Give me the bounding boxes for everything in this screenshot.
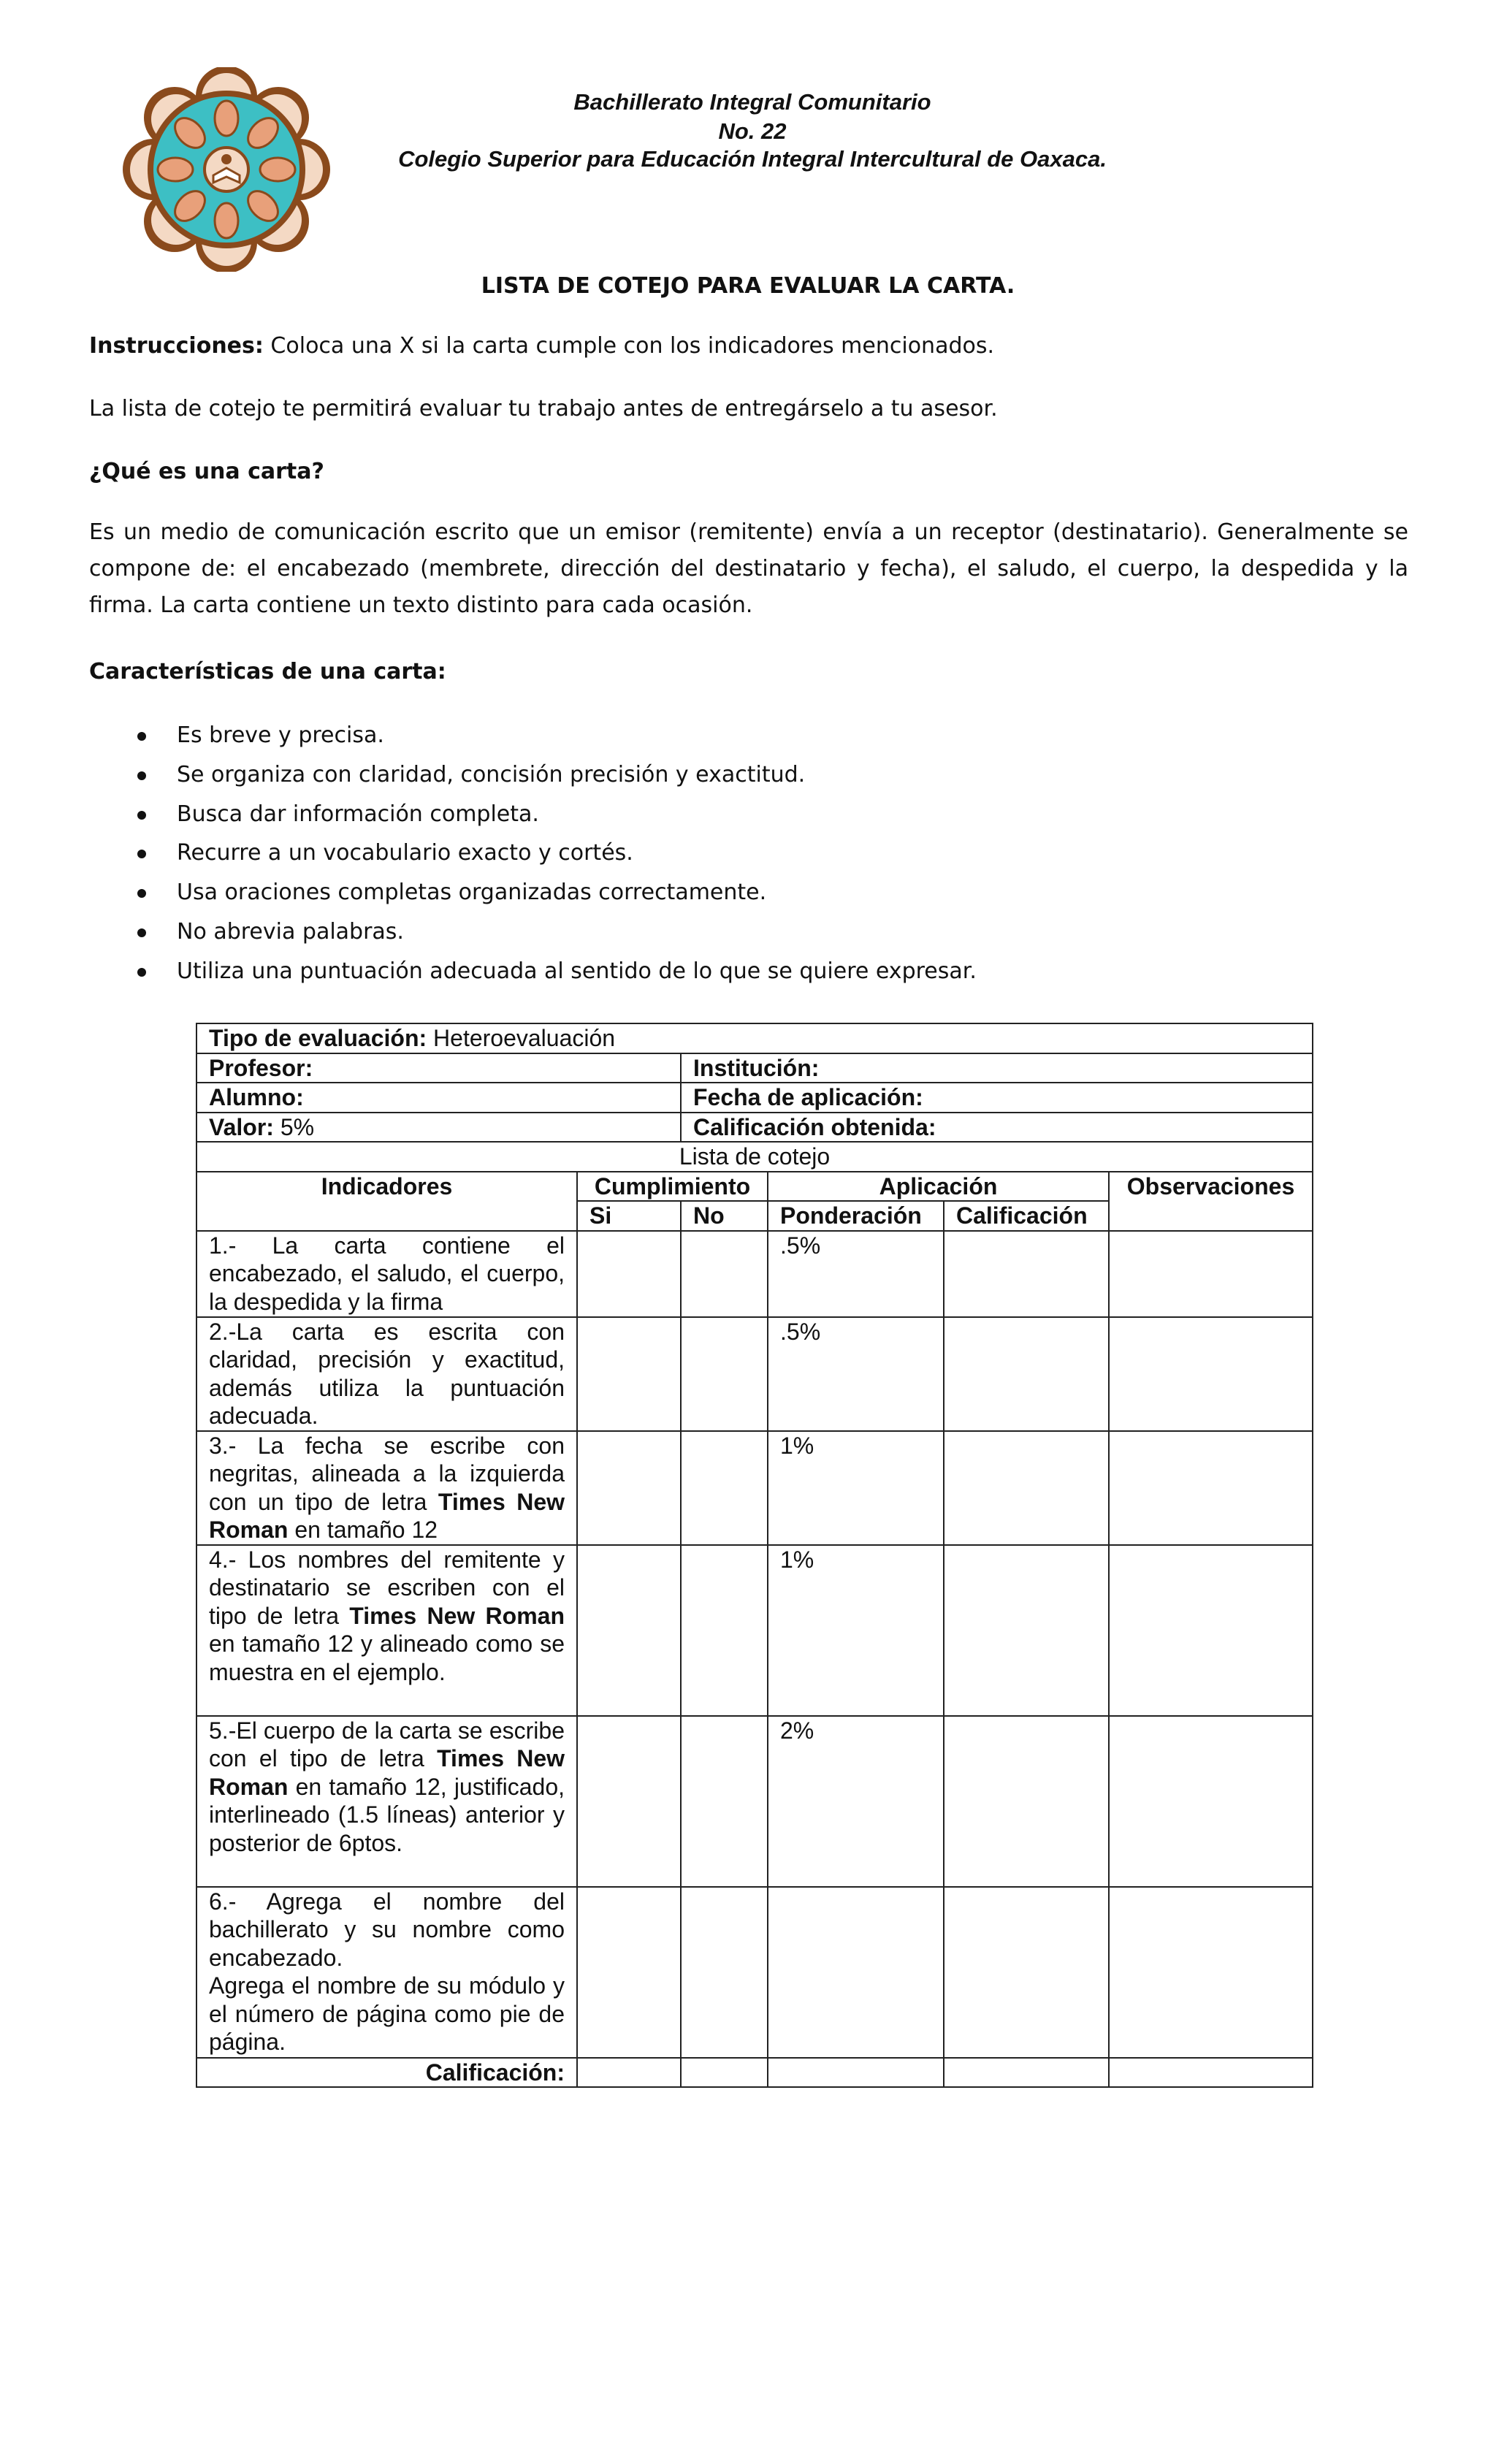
features-list bbox=[131, 716, 1373, 991]
calificacion-cell[interactable] bbox=[944, 1887, 1109, 2058]
indicator-text: 6.- Agrega el nombre del bachillerato y su nombre como encabezado. bbox=[209, 1888, 565, 1971]
indicator-cell bbox=[196, 1716, 577, 1887]
footer-calificacion-label: Calificación: bbox=[196, 2058, 577, 2088]
indicator-cell bbox=[196, 1231, 577, 1317]
list-item: No abrevia palabras. bbox=[131, 912, 1373, 952]
definition-paragraph: Es un medio de comunicación escrito que un emisor (remitente) envía a un receptor (destinatario). Generalmente se compone de: el encabezado (membrete, dirección del destinatario y fecha), el saludo, el cuerpo, la despedida y la firma. La carta contiene un texto distinto para cada ocasión. bbox=[89, 519, 1408, 618]
observaciones-cell[interactable] bbox=[1109, 1431, 1313, 1545]
list-item: Usa oraciones completas organizadas correctamente. bbox=[131, 873, 1373, 912]
lista-cotejo-cell: Lista de cotejo bbox=[196, 1142, 1313, 1172]
no-cell[interactable] bbox=[681, 1317, 768, 1431]
col-aplicacion: Aplicación bbox=[768, 1172, 1109, 1202]
ponderacion-cell bbox=[768, 1887, 944, 2058]
institucion-cell: Institución: bbox=[681, 1053, 1313, 1083]
indicator-text: 5.-El cuerpo de la carta se escribe con el tipo de letra bbox=[209, 1717, 565, 1771]
si-cell[interactable] bbox=[577, 1716, 681, 1887]
school-name: Bachillerato Integral Comunitario bbox=[573, 89, 931, 115]
font-name-text: Times New Roman bbox=[209, 1745, 565, 1800]
valor-label: Valor: bbox=[209, 1113, 274, 1140]
no-cell[interactable] bbox=[681, 1716, 768, 1887]
list-item: Busca dar información completa. bbox=[131, 795, 1373, 834]
ponderacion-cell: .5% bbox=[768, 1317, 944, 1431]
no-cell[interactable] bbox=[681, 1431, 768, 1545]
col-indicadores: Indicadores bbox=[196, 1172, 577, 1231]
no-cell[interactable] bbox=[681, 1545, 768, 1716]
table-row bbox=[196, 1023, 1313, 1053]
intro-paragraph: La lista de cotejo te permitirá evaluar tu trabajo antes de entregárselo a tu asesor. bbox=[89, 396, 998, 422]
footer-ponderacion-cell[interactable] bbox=[768, 2058, 944, 2088]
col-observaciones: Observaciones bbox=[1109, 1172, 1313, 1231]
indicator-cell bbox=[196, 1887, 577, 2058]
si-cell[interactable] bbox=[577, 1545, 681, 1716]
observaciones-cell[interactable] bbox=[1109, 1716, 1313, 1887]
instructions-paragraph bbox=[89, 327, 1408, 365]
indicator-text: 3.- La fecha se escribe con negritas, alineada a la izquierda con un tipo de letra bbox=[209, 1432, 565, 1515]
si-cell[interactable] bbox=[577, 1887, 681, 2058]
calificacion-cell[interactable] bbox=[944, 1231, 1109, 1317]
indicator-text-end: en tamaño 12 bbox=[288, 1517, 438, 1543]
valor-value: 5% bbox=[273, 1113, 315, 1140]
document-title: LISTA DE COTEJO PARA EVALUAR LA CARTA. bbox=[481, 273, 1015, 299]
evaluation-table bbox=[196, 1023, 1313, 2088]
alumno-cell: Alumno: bbox=[196, 1083, 681, 1113]
si-cell[interactable] bbox=[577, 1431, 681, 1545]
instructions-label: Instrucciones: bbox=[89, 333, 264, 359]
indicator-cell bbox=[196, 1431, 577, 1545]
school-number: No. 22 bbox=[718, 118, 787, 144]
no-cell[interactable] bbox=[681, 1887, 768, 2058]
valor-cell bbox=[196, 1113, 681, 1143]
calificacion-cell[interactable] bbox=[944, 1317, 1109, 1431]
table-row bbox=[196, 1317, 1313, 1431]
observaciones-cell[interactable] bbox=[1109, 1317, 1313, 1431]
indicator-cell bbox=[196, 1545, 577, 1716]
calificacion-obtenida-cell: Calificación obtenida: bbox=[681, 1113, 1313, 1143]
si-cell[interactable] bbox=[577, 1317, 681, 1431]
eval-type-value: Heteroevaluación bbox=[427, 1025, 616, 1051]
indicator-text-end: en tamaño 12, justificado, interlineado (1.5 líneas) anterior y posterior de 6ptos. bbox=[209, 1773, 565, 1856]
footer-si-cell[interactable] bbox=[577, 2058, 681, 2088]
indicator-text: 4.- Los nombres del remitente y destinatario se escriben con el tipo de letra bbox=[209, 1546, 565, 1629]
font-name-text: Times New Roman bbox=[349, 1602, 565, 1629]
si-cell[interactable] bbox=[577, 1231, 681, 1317]
seal-logo-icon bbox=[117, 67, 336, 272]
font-name-text: Times New Roman bbox=[209, 1488, 565, 1543]
table-row bbox=[196, 1083, 1313, 1113]
college-name: Colegio Superior para Educación Integral Intercultural de Oaxaca. bbox=[398, 146, 1107, 172]
observaciones-cell[interactable] bbox=[1109, 1231, 1313, 1317]
table-row bbox=[196, 2058, 1313, 2088]
profesor-cell: Profesor: bbox=[196, 1053, 681, 1083]
observaciones-cell[interactable] bbox=[1109, 1887, 1313, 2058]
col-ponderacion: Ponderación bbox=[768, 1201, 944, 1231]
table-row bbox=[196, 1113, 1313, 1143]
question-heading: ¿Qué es una carta? bbox=[89, 459, 324, 484]
ponderacion-cell: 2% bbox=[768, 1716, 944, 1887]
table-row bbox=[196, 1053, 1313, 1083]
indicator-cell bbox=[196, 1317, 577, 1431]
list-item: Se organiza con claridad, concisión precisión y exactitud. bbox=[131, 755, 1373, 795]
eval-type-cell bbox=[196, 1023, 1313, 1053]
table-row bbox=[196, 1142, 1313, 1172]
table-row bbox=[196, 1545, 1313, 1716]
col-cumplimiento: Cumplimiento bbox=[577, 1172, 768, 1202]
features-heading: Características de una carta: bbox=[89, 659, 446, 684]
ponderacion-cell: 1% bbox=[768, 1431, 944, 1545]
observaciones-cell[interactable] bbox=[1109, 1545, 1313, 1716]
col-calificacion: Calificación bbox=[944, 1201, 1109, 1231]
indicator-text-end: en tamaño 12 y alineado como se muestra en el ejemplo. bbox=[209, 1630, 565, 1685]
footer-calificacion-cell[interactable] bbox=[944, 2058, 1109, 2088]
instructions-text: Coloca una X si la carta cumple con los indicadores mencionados. bbox=[263, 333, 995, 359]
calificacion-cell[interactable] bbox=[944, 1431, 1109, 1545]
list-item: Es breve y precisa. bbox=[131, 716, 1373, 755]
table-row bbox=[196, 1172, 1313, 1202]
footer-observaciones-cell[interactable] bbox=[1109, 2058, 1313, 2088]
calificacion-cell[interactable] bbox=[944, 1716, 1109, 1887]
table-row bbox=[196, 1887, 1313, 2058]
indicator-text: 2.-La carta es escrita con claridad, precisión y exactitud, además utiliza la puntuación adecuada. bbox=[209, 1318, 565, 1429]
table-row bbox=[196, 1431, 1313, 1545]
footer-no-cell[interactable] bbox=[681, 2058, 768, 2088]
ponderacion-cell: 1% bbox=[768, 1545, 944, 1716]
no-cell[interactable] bbox=[681, 1231, 768, 1317]
list-item: Utiliza una puntuación adecuada al sentido de lo que se quiere expresar. bbox=[131, 952, 1373, 991]
table-row bbox=[196, 1231, 1313, 1317]
eval-type-label: Tipo de evaluación: bbox=[209, 1025, 427, 1051]
fecha-cell: Fecha de aplicación: bbox=[681, 1083, 1313, 1113]
table-row bbox=[196, 1716, 1313, 1887]
indicator-text: 1.- La carta contiene el encabezado, el saludo, el cuerpo, la despedida y la firma bbox=[209, 1232, 565, 1315]
ponderacion-cell: .5% bbox=[768, 1231, 944, 1317]
col-no: No bbox=[681, 1201, 768, 1231]
col-si: Si bbox=[577, 1201, 681, 1231]
calificacion-cell[interactable] bbox=[944, 1545, 1109, 1716]
list-item: Recurre a un vocabulario exacto y cortés. bbox=[131, 834, 1373, 873]
indicator-text-second: Agrega el nombre de su módulo y el número de página como pie de página. bbox=[209, 1972, 565, 2055]
